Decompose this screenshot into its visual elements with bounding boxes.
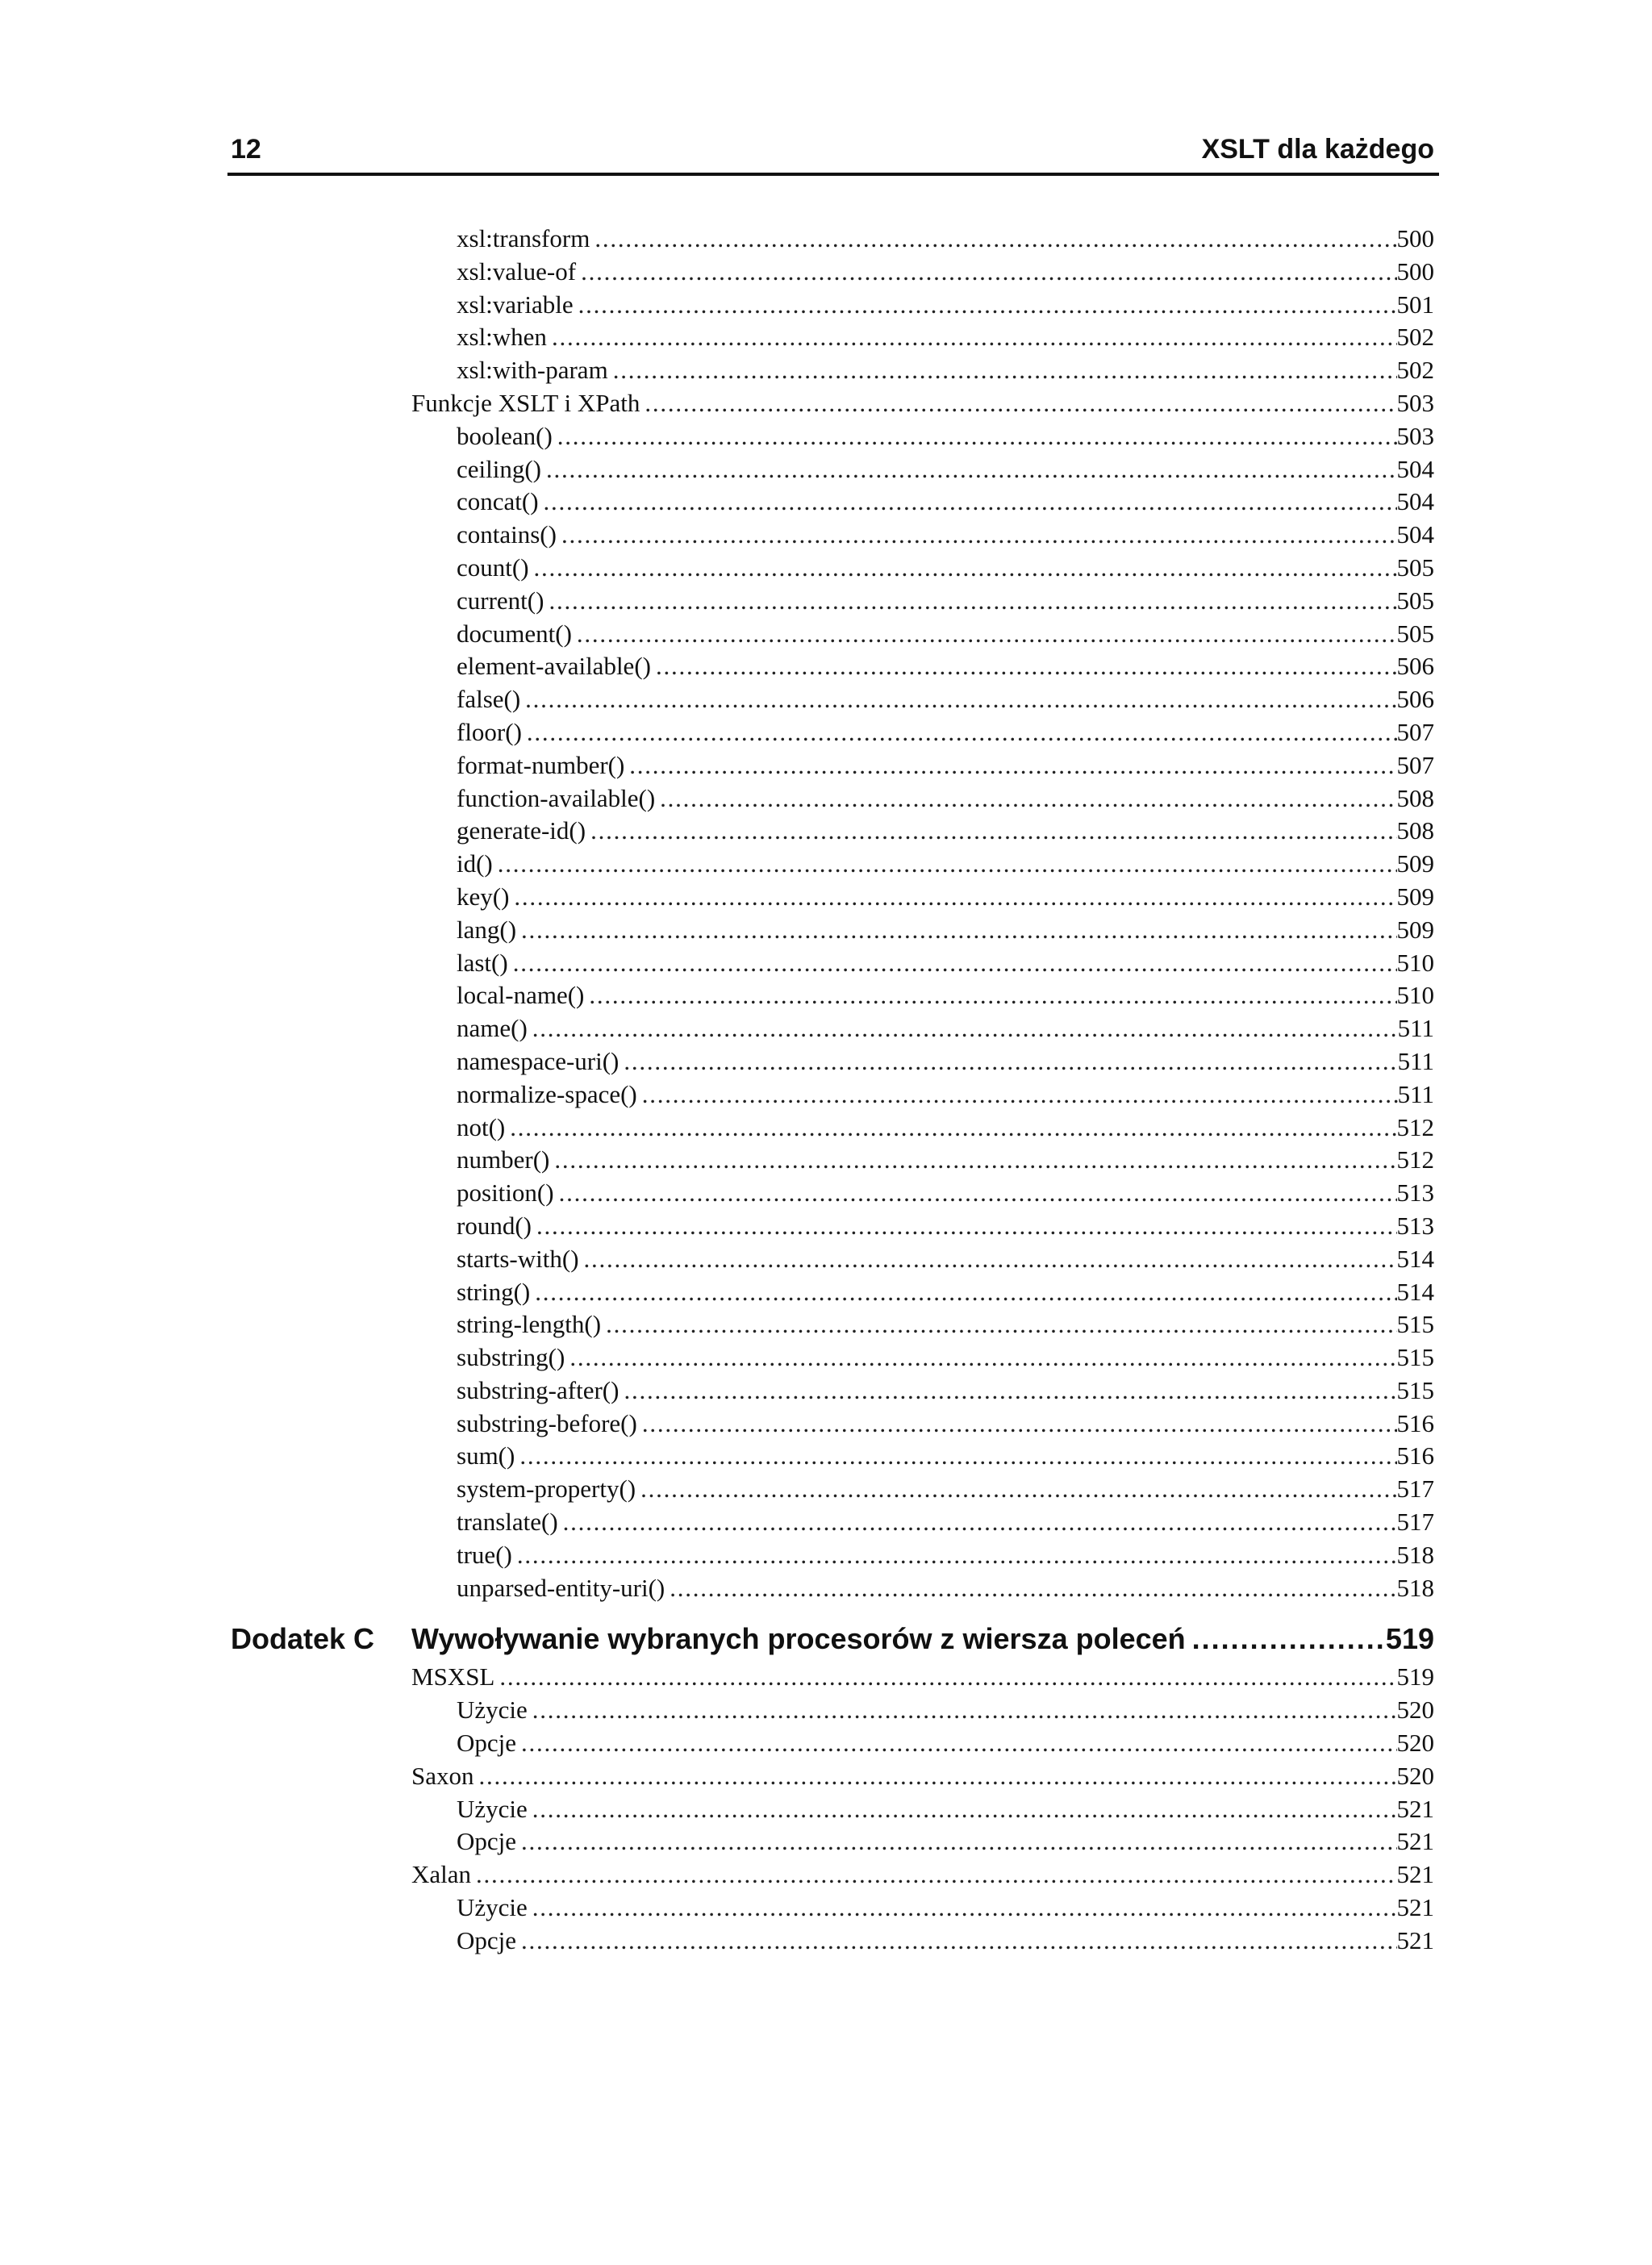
- toc-entry: [0, 486, 1652, 519]
- toc-entry: [0, 256, 1652, 289]
- toc-entry: [0, 1727, 1652, 1760]
- header-rule: [227, 173, 1439, 176]
- table-of-contents: [0, 223, 1652, 1958]
- toc-entry: [0, 1308, 1652, 1341]
- toc-entry: [0, 749, 1652, 782]
- toc-entry-page-number: 519: [1396, 1662, 1434, 1691]
- dot-leader: [507, 1112, 1396, 1145]
- toc-entry-row: [457, 947, 1434, 980]
- header-book-title: XSLT dla każdego: [1201, 134, 1434, 165]
- toc-entry-page-number: 511: [1397, 1079, 1434, 1108]
- dot-leader: [574, 618, 1397, 651]
- toc-entry-row: [457, 1727, 1434, 1760]
- toc-entry-page-number: 510: [1396, 948, 1434, 977]
- toc-entry-row: [457, 1793, 1434, 1826]
- toc-entry: [0, 1112, 1652, 1145]
- toc-entry-page-number: 520: [1396, 1696, 1434, 1725]
- toc-entry: [0, 289, 1652, 322]
- dot-leader: [591, 223, 1396, 256]
- toc-entry-row: [411, 387, 1434, 420]
- toc-entry: [0, 1760, 1652, 1793]
- toc-entry: [0, 716, 1652, 749]
- chapter-heading: [0, 1617, 1652, 1661]
- toc-entry-row: [457, 1144, 1434, 1177]
- toc-entry-row: [457, 881, 1434, 914]
- toc-entry-page-number: 511: [1397, 1046, 1434, 1075]
- toc-entry-page-number: 502: [1396, 323, 1434, 352]
- toc-entry-title: string(): [457, 1277, 531, 1306]
- toc-entry-page-number: 521: [1396, 1827, 1434, 1856]
- toc-entry-row: [457, 354, 1434, 387]
- toc-entry-title: false(): [457, 685, 521, 714]
- toc-entry-row: [457, 1925, 1434, 1958]
- dot-leader: [510, 947, 1397, 980]
- toc-entry-title: count(): [457, 553, 529, 582]
- toc-entry-title: substring-after(): [457, 1375, 620, 1404]
- toc-entry-title: normalize-space(): [457, 1079, 637, 1108]
- toc-entry-row: [457, 1012, 1434, 1045]
- toc-entry: [0, 1243, 1652, 1276]
- toc-entry: [0, 1892, 1652, 1925]
- toc-entry-row: [411, 1760, 1434, 1793]
- toc-entry-title: key(): [457, 882, 510, 911]
- dot-leader: [620, 1374, 1396, 1408]
- dot-leader: [529, 1793, 1397, 1826]
- toc-entry-page-number: 515: [1396, 1343, 1434, 1372]
- toc-entry: [0, 1572, 1652, 1605]
- dot-leader: [1189, 1617, 1386, 1661]
- toc-entry: [0, 914, 1652, 947]
- dot-leader: [524, 716, 1397, 749]
- toc-entry-title: not(): [457, 1112, 506, 1141]
- toc-entry-page-number: 507: [1396, 717, 1434, 746]
- toc-entry: [0, 1408, 1652, 1441]
- toc-entry-title: document(): [457, 619, 572, 648]
- toc-entry-title: ceiling(): [457, 454, 542, 483]
- toc-entry-row: [457, 1825, 1434, 1858]
- toc-entry-title: unparsed-entity-uri(): [457, 1573, 665, 1602]
- toc-entry-page-number: 518: [1396, 1573, 1434, 1602]
- toc-entry-page-number: 521: [1396, 1860, 1434, 1889]
- toc-entry-page-number: 507: [1396, 750, 1434, 779]
- toc-entry: [0, 223, 1652, 256]
- toc-entry-row: [457, 1408, 1434, 1441]
- toc-entry-title: Opcje: [457, 1925, 517, 1954]
- dot-leader: [496, 1661, 1396, 1694]
- toc-entry-row: [457, 1473, 1434, 1506]
- toc-entry-row: [457, 486, 1434, 519]
- toc-entry-page-number: 505: [1396, 586, 1434, 615]
- toc-entry-title: name(): [457, 1014, 528, 1043]
- dot-leader: [558, 519, 1397, 552]
- toc-entry-row: [457, 289, 1434, 322]
- toc-entry-row: [457, 914, 1434, 947]
- toc-entry-title: id(): [457, 849, 493, 878]
- toc-entry-row: [457, 321, 1434, 354]
- toc-entry: [0, 1177, 1652, 1210]
- toc-entry: [0, 1210, 1652, 1243]
- toc-entry: [0, 1506, 1652, 1539]
- toc-entry-page-number: 512: [1396, 1145, 1434, 1174]
- toc-entry-page-number: 509: [1396, 849, 1434, 878]
- toc-entry: [0, 387, 1652, 420]
- running-header: [227, 129, 1437, 177]
- toc-entry-row: [457, 815, 1434, 848]
- toc-entry-row: [457, 1892, 1434, 1925]
- toc-entry-title: Użycie: [457, 1893, 528, 1922]
- toc-entry-title: boolean(): [457, 421, 553, 450]
- toc-entry-row: [457, 1243, 1434, 1276]
- toc-entry-title: current(): [457, 586, 544, 615]
- dot-leader: [581, 1243, 1397, 1276]
- toc-entry-title: generate-id(): [457, 816, 586, 845]
- toc-entry-page-number: 500: [1396, 257, 1434, 286]
- toc-entry: [0, 1825, 1652, 1858]
- dot-leader: [532, 1276, 1396, 1309]
- toc-entry-title: format-number(): [457, 750, 625, 779]
- toc-entry-row: [457, 1078, 1434, 1112]
- toc-entry-row: [457, 453, 1434, 486]
- dot-leader: [626, 749, 1396, 782]
- dot-leader: [545, 585, 1396, 618]
- toc-entry-page-number: 506: [1396, 652, 1434, 681]
- toc-entry-page-number: 520: [1396, 1729, 1434, 1758]
- toc-entry-title: xsl:variable: [457, 290, 574, 319]
- toc-entry-row: [457, 1276, 1434, 1309]
- dot-leader: [639, 1078, 1398, 1112]
- toc-entry-title: Użycie: [457, 1794, 528, 1823]
- toc-entry-row: [457, 1440, 1434, 1473]
- toc-entry-title: floor(): [457, 717, 522, 746]
- toc-entry: [0, 947, 1652, 980]
- toc-entry-title: round(): [457, 1211, 532, 1240]
- toc-entry-page-number: 517: [1396, 1508, 1434, 1537]
- dot-leader: [657, 782, 1396, 815]
- toc-entry-title: xsl:value-of: [457, 257, 577, 286]
- toc-entry-row: [457, 1177, 1434, 1210]
- toc-entry-page-number: 518: [1396, 1540, 1434, 1569]
- dot-leader: [587, 815, 1396, 848]
- toc-entry-title: lang(): [457, 915, 517, 944]
- toc-entry-page-number: 502: [1396, 356, 1434, 385]
- dot-leader: [620, 1045, 1397, 1078]
- dot-leader: [639, 1408, 1397, 1441]
- toc-entry-page-number: 512: [1396, 1112, 1434, 1141]
- toc-entry-row: [457, 618, 1434, 651]
- toc-entry-page-number: 516: [1396, 1408, 1434, 1437]
- toc-entry-title: system-property(): [457, 1475, 636, 1504]
- toc-entry-row: [457, 1210, 1434, 1243]
- toc-entry-page-number: 515: [1396, 1375, 1434, 1404]
- toc-entry: [0, 1473, 1652, 1506]
- toc-section-functions: [0, 223, 1652, 1604]
- toc-entry-row: [457, 650, 1434, 683]
- toc-entry: [0, 1045, 1652, 1078]
- toc-entry-page-number: 513: [1396, 1211, 1434, 1240]
- dot-leader: [543, 453, 1396, 486]
- dot-leader: [549, 321, 1397, 354]
- dot-leader: [533, 1210, 1397, 1243]
- toc-entry-row: [457, 1112, 1434, 1145]
- toc-entry-row: [457, 1694, 1434, 1727]
- toc-entry-page-number: 514: [1396, 1277, 1434, 1306]
- toc-entry-row: [457, 1539, 1434, 1572]
- toc-entry-page-number: 504: [1396, 487, 1434, 516]
- dot-leader: [518, 1825, 1396, 1858]
- toc-entry-page-number: 517: [1396, 1475, 1434, 1504]
- toc-entry: [0, 585, 1652, 618]
- toc-entry-page-number: 521: [1396, 1794, 1434, 1823]
- toc-entry-row: [411, 1661, 1434, 1694]
- dot-leader: [540, 486, 1397, 519]
- toc-entry: [0, 1694, 1652, 1727]
- toc-entry-title: Użycie: [457, 1696, 528, 1725]
- toc-entry-page-number: 510: [1396, 981, 1434, 1010]
- toc-entry-row: [457, 1045, 1434, 1078]
- toc-entry-row: [457, 519, 1434, 552]
- toc-entry: [0, 453, 1652, 486]
- dot-leader: [476, 1760, 1397, 1793]
- toc-entry-title: local-name(): [457, 981, 585, 1010]
- toc-entry-row: [457, 848, 1434, 881]
- chapter-title: Wywoływanie wybranych procesorów z wiersza poleceń: [411, 1622, 1186, 1656]
- toc-entry-title: xsl:when: [457, 323, 547, 352]
- dot-leader: [511, 881, 1396, 914]
- toc-entry: [0, 321, 1652, 354]
- toc-entry-page-number: 505: [1396, 553, 1434, 582]
- dot-leader: [556, 1177, 1397, 1210]
- dot-leader: [494, 848, 1397, 881]
- toc-entry-page-number: 521: [1396, 1925, 1434, 1954]
- dot-leader: [554, 420, 1397, 453]
- toc-entry-title: MSXSL: [411, 1662, 495, 1691]
- toc-entry: [0, 1012, 1652, 1045]
- header-page-number: 12: [231, 134, 261, 165]
- toc-entry: [0, 979, 1652, 1012]
- toc-entry-page-number: 501: [1396, 290, 1434, 319]
- toc-entry-row: [457, 716, 1434, 749]
- dot-leader: [529, 1694, 1397, 1727]
- toc-entry-page-number: 506: [1396, 685, 1434, 714]
- dot-leader: [551, 1144, 1396, 1177]
- toc-entry-title: Saxon: [411, 1761, 474, 1790]
- dot-leader: [473, 1858, 1396, 1892]
- dot-leader: [575, 289, 1397, 322]
- toc-entry: [0, 782, 1652, 815]
- toc-entry-title: function-available(): [457, 783, 656, 812]
- toc-entry-title: element-available(): [457, 652, 651, 681]
- dot-leader: [610, 354, 1397, 387]
- toc-entry: [0, 1078, 1652, 1112]
- toc-entry: [0, 519, 1652, 552]
- dot-leader: [518, 1925, 1396, 1958]
- toc-entry-row: [457, 979, 1434, 1012]
- dot-leader: [637, 1473, 1396, 1506]
- dot-leader: [518, 914, 1396, 947]
- toc-entry: [0, 420, 1652, 453]
- toc-entry-row: [457, 256, 1434, 289]
- toc-entry-title: starts-with(): [457, 1244, 579, 1273]
- dot-leader: [586, 979, 1396, 1012]
- toc-entry-page-number: 514: [1396, 1244, 1434, 1273]
- dot-leader: [666, 1572, 1396, 1605]
- toc-entry-page-number: 509: [1396, 882, 1434, 911]
- toc-entry-page-number: 511: [1397, 1014, 1434, 1043]
- toc-entry-page-number: 505: [1396, 619, 1434, 648]
- toc-entry: [0, 1374, 1652, 1408]
- toc-entry: [0, 1144, 1652, 1177]
- toc-entry-row: [457, 585, 1434, 618]
- dot-leader: [566, 1341, 1396, 1374]
- dot-leader: [514, 1539, 1397, 1572]
- toc-entry-title: namespace-uri(): [457, 1046, 620, 1075]
- dot-leader: [641, 387, 1396, 420]
- toc-entry-page-number: 516: [1396, 1441, 1434, 1470]
- toc-entry-title: concat(): [457, 487, 539, 516]
- toc-entry: [0, 1925, 1652, 1958]
- toc-entry-page-number: 509: [1396, 915, 1434, 944]
- toc-entry: [0, 1858, 1652, 1892]
- toc-entry-title: number(): [457, 1145, 550, 1174]
- toc-entry-title: sum(): [457, 1441, 515, 1470]
- dot-leader: [518, 1727, 1396, 1760]
- toc-entry-page-number: 504: [1396, 520, 1434, 549]
- toc-entry-title: xsl:transform: [457, 224, 590, 252]
- toc-entry: [0, 848, 1652, 881]
- toc-entry-title: Opcje: [457, 1729, 517, 1758]
- toc-entry: [0, 618, 1652, 651]
- dot-leader: [516, 1440, 1396, 1473]
- toc-entry-title: position(): [457, 1178, 554, 1208]
- toc-entry-title: substring-before(): [457, 1408, 637, 1437]
- toc-entry-title: true(): [457, 1540, 512, 1569]
- toc-entry-row: [457, 782, 1434, 815]
- toc-entry-row: [457, 1374, 1434, 1408]
- toc-entry: [0, 1440, 1652, 1473]
- toc-entry-page-number: 500: [1396, 224, 1434, 252]
- toc-entry-title: string-length(): [457, 1310, 602, 1339]
- toc-entry: [0, 1793, 1652, 1826]
- toc-entry: [0, 354, 1652, 387]
- toc-entry-page-number: 515: [1396, 1310, 1434, 1339]
- dot-leader: [560, 1506, 1397, 1539]
- toc-entry-row: [457, 420, 1434, 453]
- toc-entry-title: last(): [457, 948, 508, 977]
- toc-entry-row: [457, 1572, 1434, 1605]
- dot-leader: [578, 256, 1396, 289]
- toc-entry-title: translate(): [457, 1508, 558, 1537]
- toc-entry: [0, 650, 1652, 683]
- chapter-label: Dodatek C: [231, 1622, 375, 1656]
- toc-entry-title: xsl:with-param: [457, 356, 608, 385]
- toc-entry-row: [457, 223, 1434, 256]
- toc-entry-title: contains(): [457, 520, 557, 549]
- toc-entry-title: substring(): [457, 1343, 565, 1372]
- chapter-page-number: 519: [1385, 1622, 1434, 1656]
- toc-entry: [0, 881, 1652, 914]
- chapter-row: [411, 1617, 1434, 1661]
- toc-entry: [0, 815, 1652, 848]
- toc-entry-page-number: 508: [1396, 783, 1434, 812]
- toc-entry-page-number: 504: [1396, 454, 1434, 483]
- toc-entry-title: Funkcje XSLT i XPath: [411, 388, 640, 417]
- toc-entry-page-number: 503: [1396, 388, 1434, 417]
- dot-leader: [522, 683, 1396, 716]
- toc-entry-page-number: 503: [1396, 421, 1434, 450]
- toc-entry-row: [457, 1308, 1434, 1341]
- toc-section-processors: [0, 1661, 1652, 1957]
- toc-entry-row: [411, 1858, 1434, 1892]
- dot-leader: [529, 1012, 1398, 1045]
- toc-entry-page-number: 520: [1396, 1761, 1434, 1790]
- toc-entry-row: [457, 749, 1434, 782]
- toc-entry-row: [457, 552, 1434, 585]
- dot-leader: [653, 650, 1397, 683]
- dot-leader: [531, 552, 1397, 585]
- toc-entry-row: [457, 1341, 1434, 1374]
- toc-entry: [0, 1276, 1652, 1309]
- dot-leader: [603, 1308, 1396, 1341]
- dot-leader: [529, 1892, 1397, 1925]
- toc-entry-row: [457, 1506, 1434, 1539]
- toc-entry-page-number: 513: [1396, 1178, 1434, 1208]
- toc-entry: [0, 1661, 1652, 1694]
- toc-entry: [0, 1341, 1652, 1374]
- toc-entry-page-number: 508: [1396, 816, 1434, 845]
- toc-entry-title: Opcje: [457, 1827, 517, 1856]
- toc-entry: [0, 1539, 1652, 1572]
- toc-entry: [0, 552, 1652, 585]
- toc-entry: [0, 683, 1652, 716]
- toc-entry-row: [457, 683, 1434, 716]
- toc-entry-page-number: 521: [1396, 1893, 1434, 1922]
- toc-entry-title: Xalan: [411, 1860, 472, 1889]
